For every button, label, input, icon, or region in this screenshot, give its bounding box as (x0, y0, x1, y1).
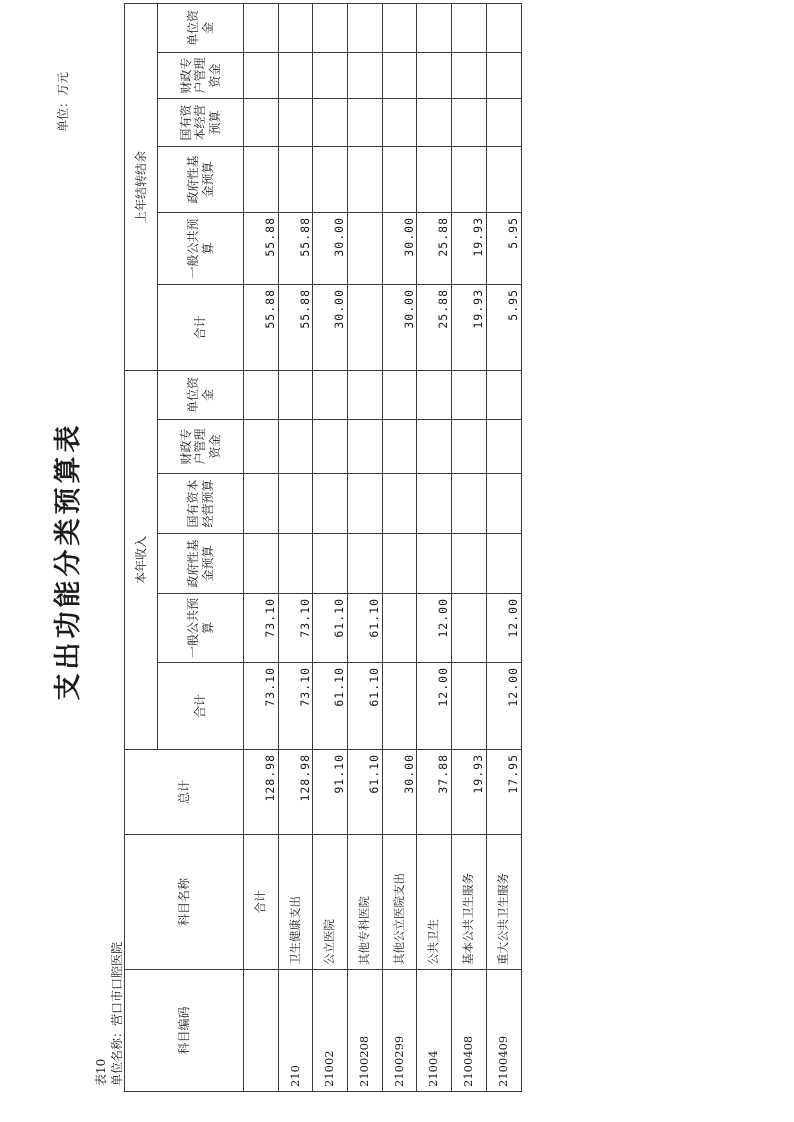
header-code: 科目编码 (125, 970, 244, 1092)
cell-co-general: 5.95 (486, 213, 521, 285)
cell-cy-unit (382, 371, 417, 420)
table-row (417, 4, 452, 1092)
cell-co-fund (417, 147, 452, 213)
cell-co-unit (348, 4, 383, 53)
cell-name: 合计 (244, 835, 279, 970)
cell-code: 2100299 (382, 970, 417, 1092)
cell-co-sum: 25.88 (417, 285, 452, 371)
cell-total: 19.93 (452, 750, 487, 835)
cell-co-sum: 55.88 (244, 285, 279, 371)
cell-co-unit (382, 4, 417, 53)
table-row (313, 4, 348, 1092)
cell-total: 30.00 (382, 750, 417, 835)
cell-cy-fund (382, 534, 417, 594)
cell-cy-general (452, 594, 487, 663)
cell-cy-general: 61.10 (313, 594, 348, 663)
cell-co-special (382, 53, 417, 99)
cell-cy-state (486, 474, 521, 534)
cell-total: 91.10 (313, 750, 348, 835)
cell-co-unit (417, 4, 452, 53)
cell-cy-fund (278, 534, 313, 594)
cell-co-special (452, 53, 487, 99)
cell-total: 128.98 (244, 750, 279, 835)
cell-cy-general: 61.10 (348, 594, 383, 663)
cell-cy-unit (278, 371, 313, 420)
cell-co-special (244, 53, 279, 99)
cell-co-sum: 19.93 (452, 285, 487, 371)
document-title: 支出功能分类预算表 (53, 421, 84, 701)
cell-cy-special (348, 420, 383, 474)
cell-co-state (278, 99, 313, 147)
cell-co-sum: 5.95 (486, 285, 521, 371)
header-carryover: 上年结转结余 (125, 4, 158, 371)
cell-code (244, 970, 279, 1092)
cell-co-unit (244, 4, 279, 53)
cell-co-sum (348, 285, 383, 371)
cell-cy-special (486, 420, 521, 474)
cell-cy-special (382, 420, 417, 474)
header-total: 总计 (125, 750, 244, 835)
cell-name: 公立医院 (313, 835, 348, 970)
cell-co-fund (278, 147, 313, 213)
table-row (452, 4, 487, 1092)
cell-cy-special (417, 420, 452, 474)
cell-co-unit (486, 4, 521, 53)
cell-co-fund (486, 147, 521, 213)
table-row (244, 4, 279, 1092)
cell-co-fund (313, 147, 348, 213)
cell-cy-unit (417, 371, 452, 420)
cell-code: 21002 (313, 970, 348, 1092)
cell-co-fund (348, 147, 383, 213)
cell-total: 37.88 (417, 750, 452, 835)
cell-cy-unit (452, 371, 487, 420)
cell-cy-fund (486, 534, 521, 594)
cell-cy-general: 12.00 (486, 594, 521, 663)
cell-cy-state (417, 474, 452, 534)
cell-co-sum: 55.88 (278, 285, 313, 371)
cell-cy-sum (382, 663, 417, 750)
table-row (278, 4, 313, 1092)
cell-cy-fund (417, 534, 452, 594)
unit-name: 单位名称：营口市口腔医院 (110, 941, 124, 1086)
cell-cy-sum (452, 663, 487, 750)
unit-label: 单位：万元 (56, 71, 70, 132)
header-co-special: 财政专户管理资金 (158, 53, 244, 99)
header-current-year: 本年收入 (125, 371, 158, 750)
cell-code: 2100409 (486, 970, 521, 1092)
cell-name: 公共卫生 (417, 835, 452, 970)
cell-co-unit (278, 4, 313, 53)
header-cy-unit: 单位资金 (158, 371, 244, 420)
cell-cy-sum: 73.10 (278, 663, 313, 750)
cell-co-fund (244, 147, 279, 213)
cell-cy-special (452, 420, 487, 474)
cell-cy-general: 73.10 (244, 594, 279, 663)
cell-co-special (417, 53, 452, 99)
cell-co-sum: 30.00 (382, 285, 417, 371)
cell-co-fund (452, 147, 487, 213)
cell-name: 重大公共卫生服务 (486, 835, 521, 970)
table-number: 表10 (94, 1058, 108, 1086)
cell-cy-fund (452, 534, 487, 594)
cell-cy-unit (348, 371, 383, 420)
cell-cy-state (382, 474, 417, 534)
cell-cy-sum: 61.10 (313, 663, 348, 750)
cell-cy-state (244, 474, 279, 534)
header-co-sum: 合计 (158, 285, 244, 371)
cell-cy-unit (244, 371, 279, 420)
cell-cy-state (348, 474, 383, 534)
cell-co-special (313, 53, 348, 99)
cell-cy-fund (348, 534, 383, 594)
cell-cy-sum: 12.00 (486, 663, 521, 750)
cell-cy-special (278, 420, 313, 474)
cell-name: 其他公立医院支出 (382, 835, 417, 970)
cell-co-general: 30.00 (382, 213, 417, 285)
cell-co-general: 25.88 (417, 213, 452, 285)
cell-cy-unit (486, 371, 521, 420)
cell-name: 其他专科医院 (348, 835, 383, 970)
cell-co-state (486, 99, 521, 147)
cell-co-state (452, 99, 487, 147)
cell-name: 基本公共卫生服务 (452, 835, 487, 970)
cell-cy-state (452, 474, 487, 534)
cell-co-sum: 30.00 (313, 285, 348, 371)
cell-total: 17.95 (486, 750, 521, 835)
header-co-state: 国有资本经营预算 (158, 99, 244, 147)
header-cy-general: 一般公共预算 (158, 594, 244, 663)
header-cy-fund: 政府性基金预算 (158, 534, 244, 594)
cell-code: 210 (278, 970, 313, 1092)
header-cy-state: 国有资本经营预算 (158, 474, 244, 534)
budget-table (124, 3, 522, 1092)
cell-cy-fund (313, 534, 348, 594)
table-row (348, 4, 383, 1092)
cell-co-general: 30.00 (313, 213, 348, 285)
header-co-general: 一般公共预算 (158, 213, 244, 285)
header-co-fund: 政府性基金预算 (158, 147, 244, 213)
cell-co-general: 19.93 (452, 213, 487, 285)
cell-cy-general: 73.10 (278, 594, 313, 663)
cell-cy-general (382, 594, 417, 663)
cell-co-state (382, 99, 417, 147)
cell-cy-sum: 12.00 (417, 663, 452, 750)
table-row (382, 4, 417, 1092)
cell-total: 128.98 (278, 750, 313, 835)
cell-cy-state (278, 474, 313, 534)
cell-cy-sum: 61.10 (348, 663, 383, 750)
cell-co-special (486, 53, 521, 99)
cell-cy-special (244, 420, 279, 474)
cell-cy-sum: 73.10 (244, 663, 279, 750)
cell-cy-special (313, 420, 348, 474)
cell-co-fund (382, 147, 417, 213)
cell-cy-fund (244, 534, 279, 594)
header-cy-special: 财政专户管理资金 (158, 420, 244, 474)
cell-cy-general: 12.00 (417, 594, 452, 663)
cell-co-state (313, 99, 348, 147)
cell-code: 2100208 (348, 970, 383, 1092)
cell-co-general: 55.88 (244, 213, 279, 285)
cell-co-special (278, 53, 313, 99)
cell-co-state (244, 99, 279, 147)
cell-total: 61.10 (348, 750, 383, 835)
header-co-unit: 单位资金 (158, 4, 244, 53)
cell-co-special (348, 53, 383, 99)
cell-cy-unit (313, 371, 348, 420)
cell-co-unit (452, 4, 487, 53)
cell-co-state (348, 99, 383, 147)
cell-co-state (417, 99, 452, 147)
header-cy-sum: 合计 (158, 663, 244, 750)
cell-cy-state (313, 474, 348, 534)
table-row (486, 4, 521, 1092)
cell-co-general: 55.88 (278, 213, 313, 285)
cell-co-unit (313, 4, 348, 53)
table-body (244, 4, 522, 1092)
cell-code: 21004 (417, 970, 452, 1092)
header-name: 科目名称 (125, 835, 244, 970)
cell-co-general (348, 213, 383, 285)
cell-code: 2100408 (452, 970, 487, 1092)
cell-name: 卫生健康支出 (278, 835, 313, 970)
